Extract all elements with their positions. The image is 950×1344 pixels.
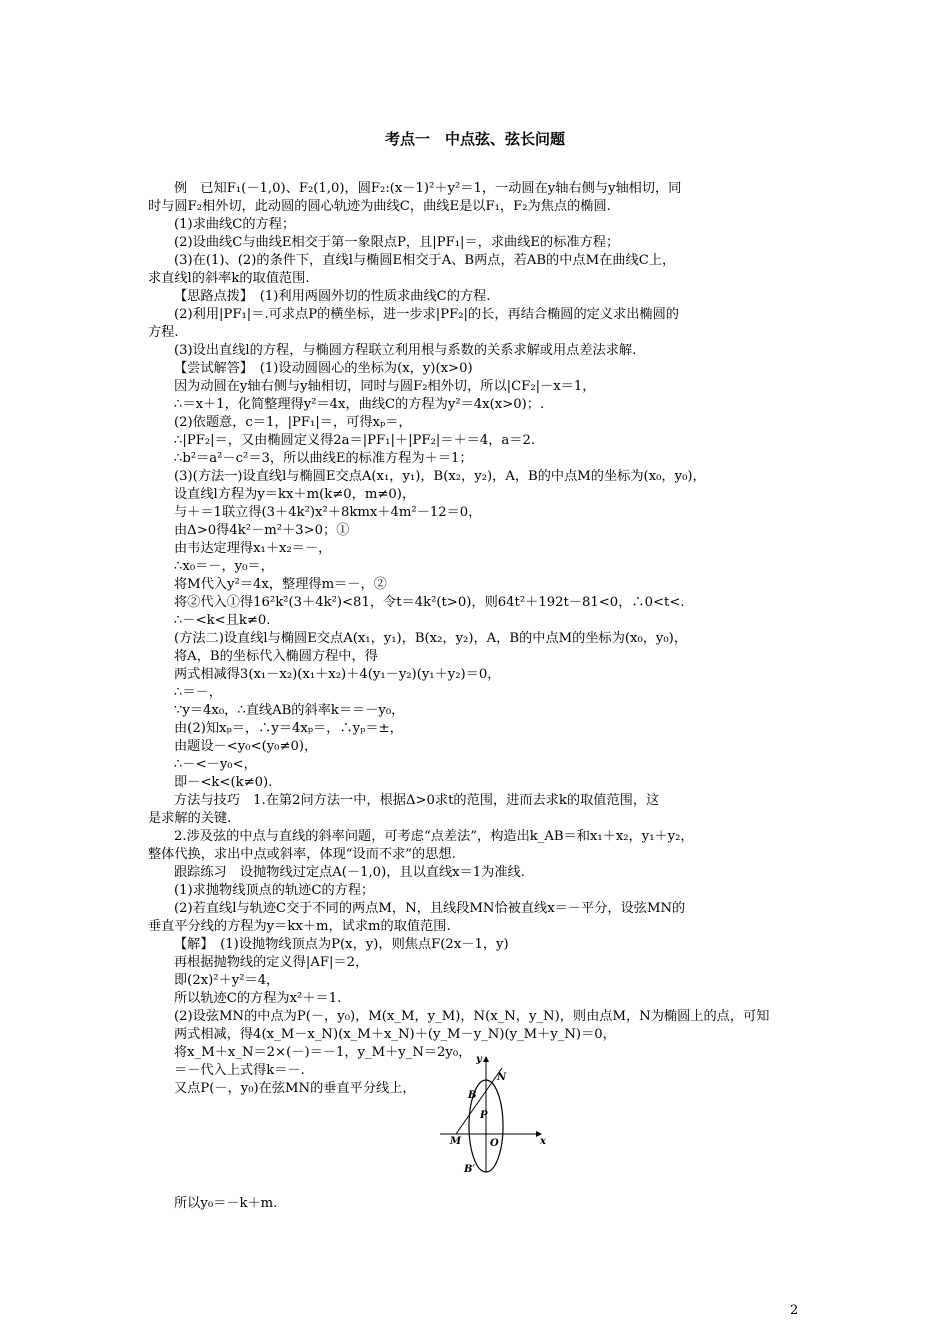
text-line: 两式相减，得4(x_M－x_N)(x_M＋x_N)＋(y_M－y_N)(y_M＋y_N)＝0， [174,1027,616,1042]
text-line: (2)设曲线C与曲线E相交于第一象限点P，且|PF₁|＝，求曲线E的标准方程； [174,235,620,250]
text-line: (1)求抛物线顶点的轨迹C的方程； [174,883,375,898]
text-line: 由韦达定理得x₁＋x₂＝－， [174,541,332,556]
text-line: 将A，B的坐标代入椭圆方程中，得 [174,649,378,664]
text-line: ＝－代入上式得k＝－. [174,1063,305,1078]
text-line: (2)设弦MN的中点为P(－，y₀)，M(x_M，y_M)，N(x_N，y_N)，则由点M，N为椭圆上的点，可知 [174,1009,770,1024]
text-line: 再根据抛物线的定义得|AF|＝2， [174,955,369,970]
text-line: 即(2x)²＋y²＝4， [174,973,280,988]
text-line: ∴－<－y₀<， [174,757,257,772]
text-line: 由(2)知xₚ＝，∴y＝4xₚ＝，∴yₚ＝±， [174,721,403,736]
page-number: 2 [790,1303,799,1318]
text-line: 两式相减得3(x₁－x₂)(x₁＋x₂)＋4(y₁－y₂)(y₁＋y₂)＝0， [174,667,501,682]
text-line: ∵y＝4x₀，∴直线AB的斜率k＝＝－y₀， [174,703,405,718]
text-line: 求直线l的斜率k的取值范围. [148,271,310,286]
label-O: O [490,1138,499,1149]
ellipse-figure [436,1050,552,1176]
text-line: ∴＝－， [174,685,222,700]
text-line: 又点P(－，y₀)在弦MN的垂直平分线上， [174,1081,416,1096]
text-line: (2)若直线l与轨迹C交于不同的两点M，N，且线段MN恰被直线x＝－平分，设弦MN的 [174,901,686,916]
text-line: (方法二)设直线l与椭圆E交点A(x₁，y₁)，B(x₂，y₂)，A，B的中点M的坐标为(x₀，y₀)， [174,631,688,646]
text-line: (3)(方法一)设直线l与椭圆E交点A(x₁，y₁)，B(x₂，y₂)，A，B的中点M的坐标为(x₀，y₀)， [174,469,706,484]
text-line: (2)依题意，c＝1，|PF₁|＝，可得xₚ＝， [174,415,412,430]
text-line: 设直线l方程为y＝kx＋m(k≠0，m≠0)， [174,487,416,502]
text-line: ∴＝x＋1，化简整理得y²＝4x，曲线C的方程为y²＝4x(x>0)；. [174,397,545,412]
label-M: M [450,1136,462,1147]
chord-line [456,1068,502,1134]
label-B: B [468,1090,477,1101]
text-line: 跟踪练习 设抛物线过定点A(－1,0)，且以直线x＝1为准线. [174,865,525,880]
text-line: ∴x₀＝－，y₀＝， [174,559,274,574]
text-line: 整体代换，求出中点或斜率，体现“设而不求”的思想. [148,847,456,862]
text-line: 将x_M＋x_N＝2×(－)＝－1，y_M＋y_N＝2y₀， [174,1045,472,1060]
label-x: x [540,1136,546,1147]
text-line: 方程. [148,325,179,340]
text-line: (3)设出直线l的方程，与椭圆方程联立利用根与系数的关系求解或用点差法求解. [174,343,637,358]
text-line: 是求解的关键. [148,811,232,826]
text-line: 因为动圆在y轴右侧与y轴相切，同时与圆F₂相外切，所以|CF₂|－x＝1， [174,379,596,394]
text-line: (2)利用|PF₁|＝.可求点P的横坐标，进一步求|PF₂|的长，再结合椭圆的定义求出椭圆的 [174,307,679,322]
text-line: 由Δ>0得4k²－m²＋3>0；① [174,523,350,538]
section-title: 考点一 中点弦、弦长问题 [384,130,565,148]
text-line: 所以轨迹C的方程为x²＋＝1. [174,991,342,1006]
text-line: ∴－<k<且k≠0. [174,613,271,628]
text-line: 2.涉及弦的中点与直线的斜率问题，可考虑“点差法”，构造出k_AB＝和x₁＋x₂，y₁＋y₂， [174,829,694,844]
text-line: 【尝试解答】 (1)设动圆圆心的坐标为(x，y)(x>0) [174,361,473,376]
text-line: 将②代入①得16²k²(3＋4k²)<81，令t＝4k²(t>0)，则64t²＋192t－81<0，∴0<t<. [174,595,685,610]
text-line: 【思路点拨】 (1)利用两圆外切的性质求曲线C的方程. [174,289,491,304]
label-N: N [497,1072,507,1083]
text-line: (1)求曲线C的方程； [174,217,296,232]
y-axis-arrow [483,1056,489,1062]
text-line: 【解】 (1)设抛物线顶点为P(x，y)，则焦点F(2x－1，y) [174,937,509,952]
final-line: 所以y₀＝－k＋m. [174,1196,278,1211]
text-line: 垂直平分线的方程为y＝kx＋m，试求m的取值范围. [148,919,451,934]
text-line: 方法与技巧 1.在第2问方法一中，根据Δ>0求t的范围，进而去求k的取值范围，这 [174,793,660,808]
label-B-prime: B′ [464,1164,476,1175]
text-line: 与＋＝1联立得(3＋4k²)x²＋8kmx＋4m²－12＝0， [174,505,482,520]
label-P: P [480,1110,488,1121]
text-line: (3)在(1)、(2)的条件下，直线l与椭圆E相交于A、B两点，若AB的中点M在曲线C上， [174,253,676,268]
text-line: 时与圆F₂相外切，此动圆的圆心轨迹为曲线C，曲线E是以F₁，F₂为焦点的椭圆. [148,199,611,214]
label-y: y [476,1054,482,1065]
text-line: 将M代入y²＝4x，整理得m＝－，② [174,577,387,592]
text-line: ∴b²＝a²－c²＝3，所以曲线E的标准方程为＋＝1； [174,451,473,466]
text-line: 即－<k<(k≠0). [174,775,273,790]
text-line: 由题设－<y₀<(y₀≠0)， [174,739,318,754]
document-body [148,180,808,1098]
text-line: ∴|PF₂|＝，又由椭圆定义得2a＝|PF₁|＋|PF₂|＝＋＝4，a＝2. [174,433,536,448]
text-line: 例 已知F₁(－1,0)、F₂(1,0)，圆F₂:(x－1)²＋y²＝1，一动圆在y轴右侧与y轴相切，同 [174,181,682,196]
